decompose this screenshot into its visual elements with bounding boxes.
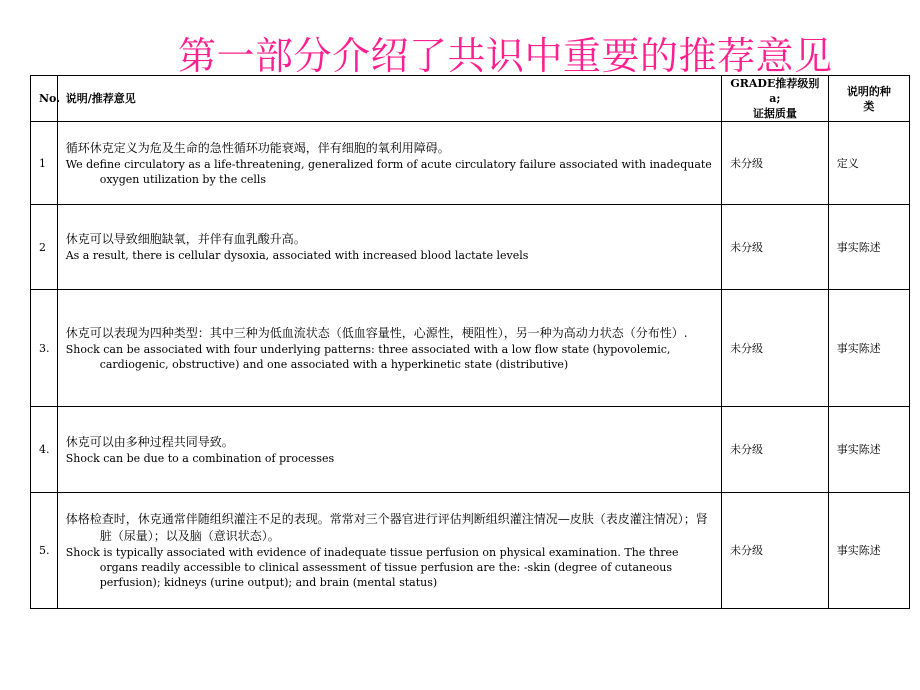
row-description <box>57 122 721 205</box>
slide-title: 第一部分介绍了共识中重要的推荐意见 <box>178 34 833 78</box>
recommendations-table <box>30 75 910 609</box>
row-number: 4. <box>31 407 58 493</box>
row-text-zh: 休克可以由多种过程共同导致。 <box>65 434 234 449</box>
row-text-zh: 循环休克定义为危及生命的急性循环功能衰竭，伴有细胞的氧利用障碍。 <box>65 140 450 155</box>
row-description <box>57 290 721 407</box>
header-kind <box>828 76 909 122</box>
row-text-en: Shock can be due to a combination of processes <box>65 451 335 465</box>
table-row <box>31 290 910 407</box>
row-number: 5. <box>31 493 58 609</box>
table-row <box>31 205 910 290</box>
header-kind-line2: 类 <box>863 99 875 113</box>
header-description: 说明/推荐意见 <box>57 76 721 122</box>
row-grade: 未分级 <box>721 122 828 205</box>
row-grade: 未分级 <box>721 407 828 493</box>
row-text-zh: 休克可以表现为四种类型：其中三种为低血流状态（低血容量性，心源性，梗阻性），另一种为高动力状态（分布性）. <box>65 325 688 340</box>
row-text-en: Shock is typically associated with evidence of inadequate tissue perfusion on physical examination. The three organs readily accessible to clinical assessment of tissue perfusion are the: -skin (degree of cutaneous perfusion); kidneys (urine output); and brain (mental status) <box>65 546 679 589</box>
row-kind: 事实陈述 <box>828 205 909 290</box>
row-number: 1 <box>31 122 58 205</box>
row-grade: 未分级 <box>721 205 828 290</box>
header-no: No. <box>31 76 58 122</box>
table-row <box>31 407 910 493</box>
row-description <box>57 493 721 609</box>
row-text-en: Shock can be associated with four underlying patterns: three associated with a low flow state (hypovolemic, cardiogenic, obstructive) and one associated with a hyperkinetic state (distributive) <box>65 342 671 371</box>
row-number: 2 <box>31 205 58 290</box>
row-kind: 事实陈述 <box>828 290 909 407</box>
row-description <box>57 205 721 290</box>
row-text-zh: 休克可以导致细胞缺氧，并伴有血乳酸升高。 <box>65 232 306 246</box>
row-description <box>57 407 721 493</box>
row-kind: 定义 <box>828 122 909 205</box>
table-header-row <box>31 76 910 122</box>
row-grade: 未分级 <box>721 493 828 609</box>
row-kind: 事实陈述 <box>828 407 909 493</box>
header-grade <box>721 76 828 122</box>
row-number: 3. <box>31 290 58 407</box>
header-grade-line2: 证据质量 <box>752 107 797 120</box>
header-grade-line1: GRADE推荐级别a; <box>730 77 820 105</box>
header-kind-line1: 说明的种 <box>846 84 891 98</box>
table-row <box>31 493 910 609</box>
row-text-en: As a result, there is cellular dysoxia, associated with increased blood lactate levels <box>65 249 529 262</box>
row-grade: 未分级 <box>721 290 828 407</box>
row-text-zh: 体格检查时，休克通常伴随组织灌注不足的表现。常常对三个器官进行评估判断组织灌注情况—皮肤（表皮灌注情况）；肾脏（尿量）；以及脑（意识状态）。 <box>65 512 708 543</box>
row-kind: 事实陈述 <box>828 493 909 609</box>
row-text-en: We define circulatory as a life-threatening, generalized form of acute circulatory failure associated with inadequate oxygen utilization by the cells <box>65 157 712 186</box>
table-row <box>31 122 910 205</box>
